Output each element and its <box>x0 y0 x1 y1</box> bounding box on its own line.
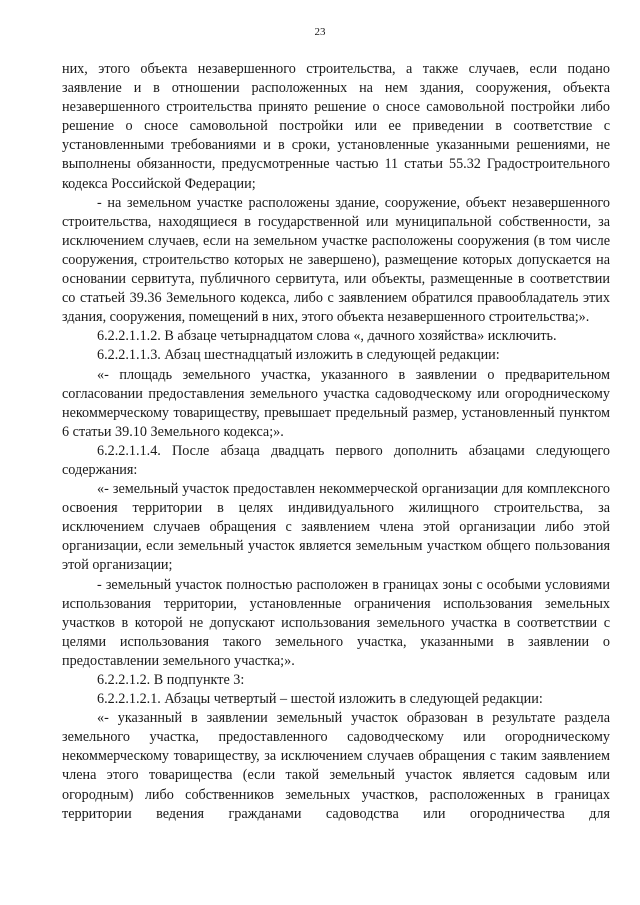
paragraph-3: 6.2.2.1.1.2. В абзаце четырнадцатом слова «, дачного хозяйства» исключить. <box>97 328 557 345</box>
paragraph-6: 6.2.2.1.1.4. После абзаца двадцать первого дополнить абзацами следующего содержания: <box>62 442 610 478</box>
paragraph-8: - земельный участок полностью расположен в границах зоны с особыми условиями использования территории, установленные ограничения использования земельных участков в которой не допускают использования земельного участка в соответствии с целями использования такого земельного участка, указанными в заявлении о предоставлении земельного участка;». <box>62 576 610 669</box>
paragraph-5: «- площадь земельного участка, указанного в заявлении о предварительном согласовании предоставления земельного участка садоводческому или огородническому некоммерческому товариществу, превышает предельный размер, установленный пунктом 6 статьи 39.10 Земельного кодекса;». <box>62 366 610 440</box>
page-number: 23 <box>314 26 326 38</box>
paragraph-9: 6.2.2.1.2. В подпункте 3: <box>97 672 245 688</box>
paragraph-11: «- указанный в заявлении земельный участок образован в результате раздела земельного участка, предоставленного садоводческому или огородническому некоммерческому товариществу, за исключением случаев обращения с таким заявлением члена этого товарищества (если такой земельный участок является садовым или огородным) либо собственников земельных участков, расположенных в границах территории ведения гражданами садоводства или огородничества для <box>62 710 610 822</box>
document-body <box>62 60 610 824</box>
paragraph-1: них, этого объекта незавершенного строительства, а также случаев, если подано заявление и в отношении расположенных на нем здания, сооружения, объекта незавершенного строительства принято решение о сносе самовольной постройки либо решение о сносе самовольной постройки или ее приведении в соответствие с установленными требованиями и в сроки, установленные указанными решениями, не выполнены обязанности, предусмотренные частью 11 статьи 55.32 Градостроительного кодекса Российской Федерации; <box>62 61 610 192</box>
paragraph-4: 6.2.2.1.1.3. Абзац шестнадцатый изложить в следующей редакции: <box>97 347 500 364</box>
paragraph-2: - на земельном участке расположены здание, сооружение, объект незавершенного строительства, находящиеся в государственной или муниципальной собственности, за исключением случаев, если на земельном участке расположены сооружения (в том числе сооружения, строительство которых не завершено), размещение которых допускается на основании сервитута, публичного сервитута, или объекты, размещенные в соответствии со статьей 39.36 Земельного кодекса, либо с заявлением обратился правообладатель этих здания, сооружения, помещений в них, этого объекта незавершенного строительства;». <box>62 194 610 326</box>
paragraph-10: 6.2.2.1.2.1. Абзацы четвертый – шестой изложить в следующей редакции: <box>97 691 543 708</box>
paragraph-7: «- земельный участок предоставлен некоммерческой организации для комплексного освоения территории в целях индивидуального жилищного строительства, за исключением случаев обращения с заявлением члена этой организации либо этой организации, если земельный участок является земельным участком общего пользования этой организации; <box>62 481 610 574</box>
